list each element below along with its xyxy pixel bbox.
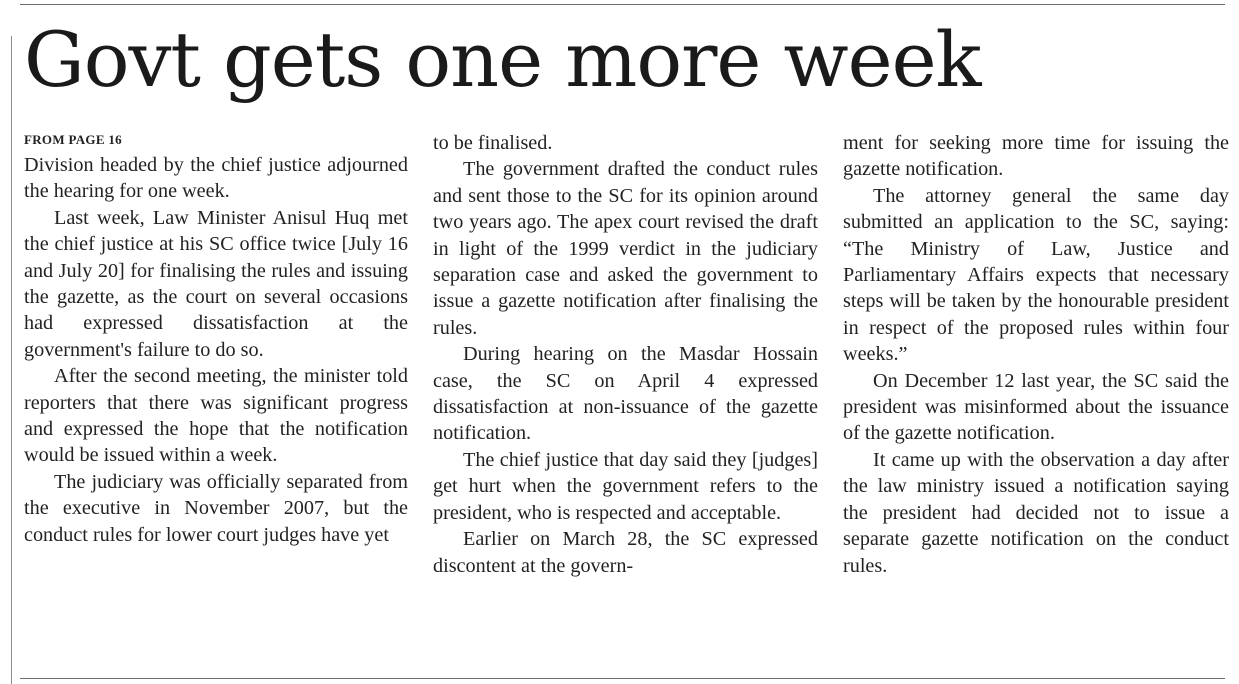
article-column-2 — [433, 130, 818, 579]
paragraph: ment for seeking more time for issuing the gazette notification. — [843, 132, 1229, 181]
headline: Govt gets one more week — [24, 15, 981, 104]
paragraph: On December 12 last year, the SC said the president was misinformed about the issuance of the gazette notification. — [843, 369, 1229, 445]
paragraph: The government drafted the conduct rules and sent those to the SC for its opinion around two years ago. The apex court revised the draft in light of the 1999 verdict in the judiciary separation case and asked the government to issue a gazette notification after finalising the rules. — [433, 158, 818, 339]
left-rule — [11, 36, 12, 684]
paragraph: The judiciary was officially separated from the executive in November 2007, but the conduct rules for lower court judges have yet — [24, 470, 408, 546]
paragraph: After the second meeting, the minister told reporters that there was significant progress and expressed the hope that the notification would be issued within a week. — [24, 365, 408, 467]
jump-label: FROM PAGE 16 — [24, 132, 122, 147]
top-rule — [20, 4, 1225, 5]
paragraph: Earlier on March 28, the SC expressed discontent at the govern- — [433, 528, 818, 577]
paragraph: The attorney general the same day submitted an application to the SC, saying: “The Ministry of Law, Justice and Parliamentary Affairs expects that necessary steps will be taken by the honourable president in respect of the proposed rules within four weeks.” — [843, 184, 1229, 366]
paragraph: Last week, Law Minister Anisul Huq met the chief justice at his SC office twice [July 16 and July 20] for finalising the rules and issuing the gazette, as the court on several occasions had expressed dissatisfaction at the government's failure to do so. — [24, 206, 408, 361]
article-column-1 — [24, 130, 408, 548]
paragraph: During hearing on the Masdar Hossain case, the SC on April 4 expressed dissatisfaction at non-issuance of the gazette notification. — [433, 343, 818, 445]
bottom-rule — [20, 678, 1225, 679]
paragraph: Division headed by the chief justice adjourned the hearing for one week. — [24, 154, 408, 203]
paragraph: to be finalised. — [433, 132, 553, 154]
article-column-3 — [843, 130, 1229, 579]
paragraph: The chief justice that day said they [judges] get hurt when the government refers to the president, who is respected and acceptable. — [433, 448, 818, 524]
paragraph: It came up with the observation a day after the law ministry issued a notification saying the president had decided not to issue a separate gazette notification on the conduct rules. — [843, 448, 1229, 577]
